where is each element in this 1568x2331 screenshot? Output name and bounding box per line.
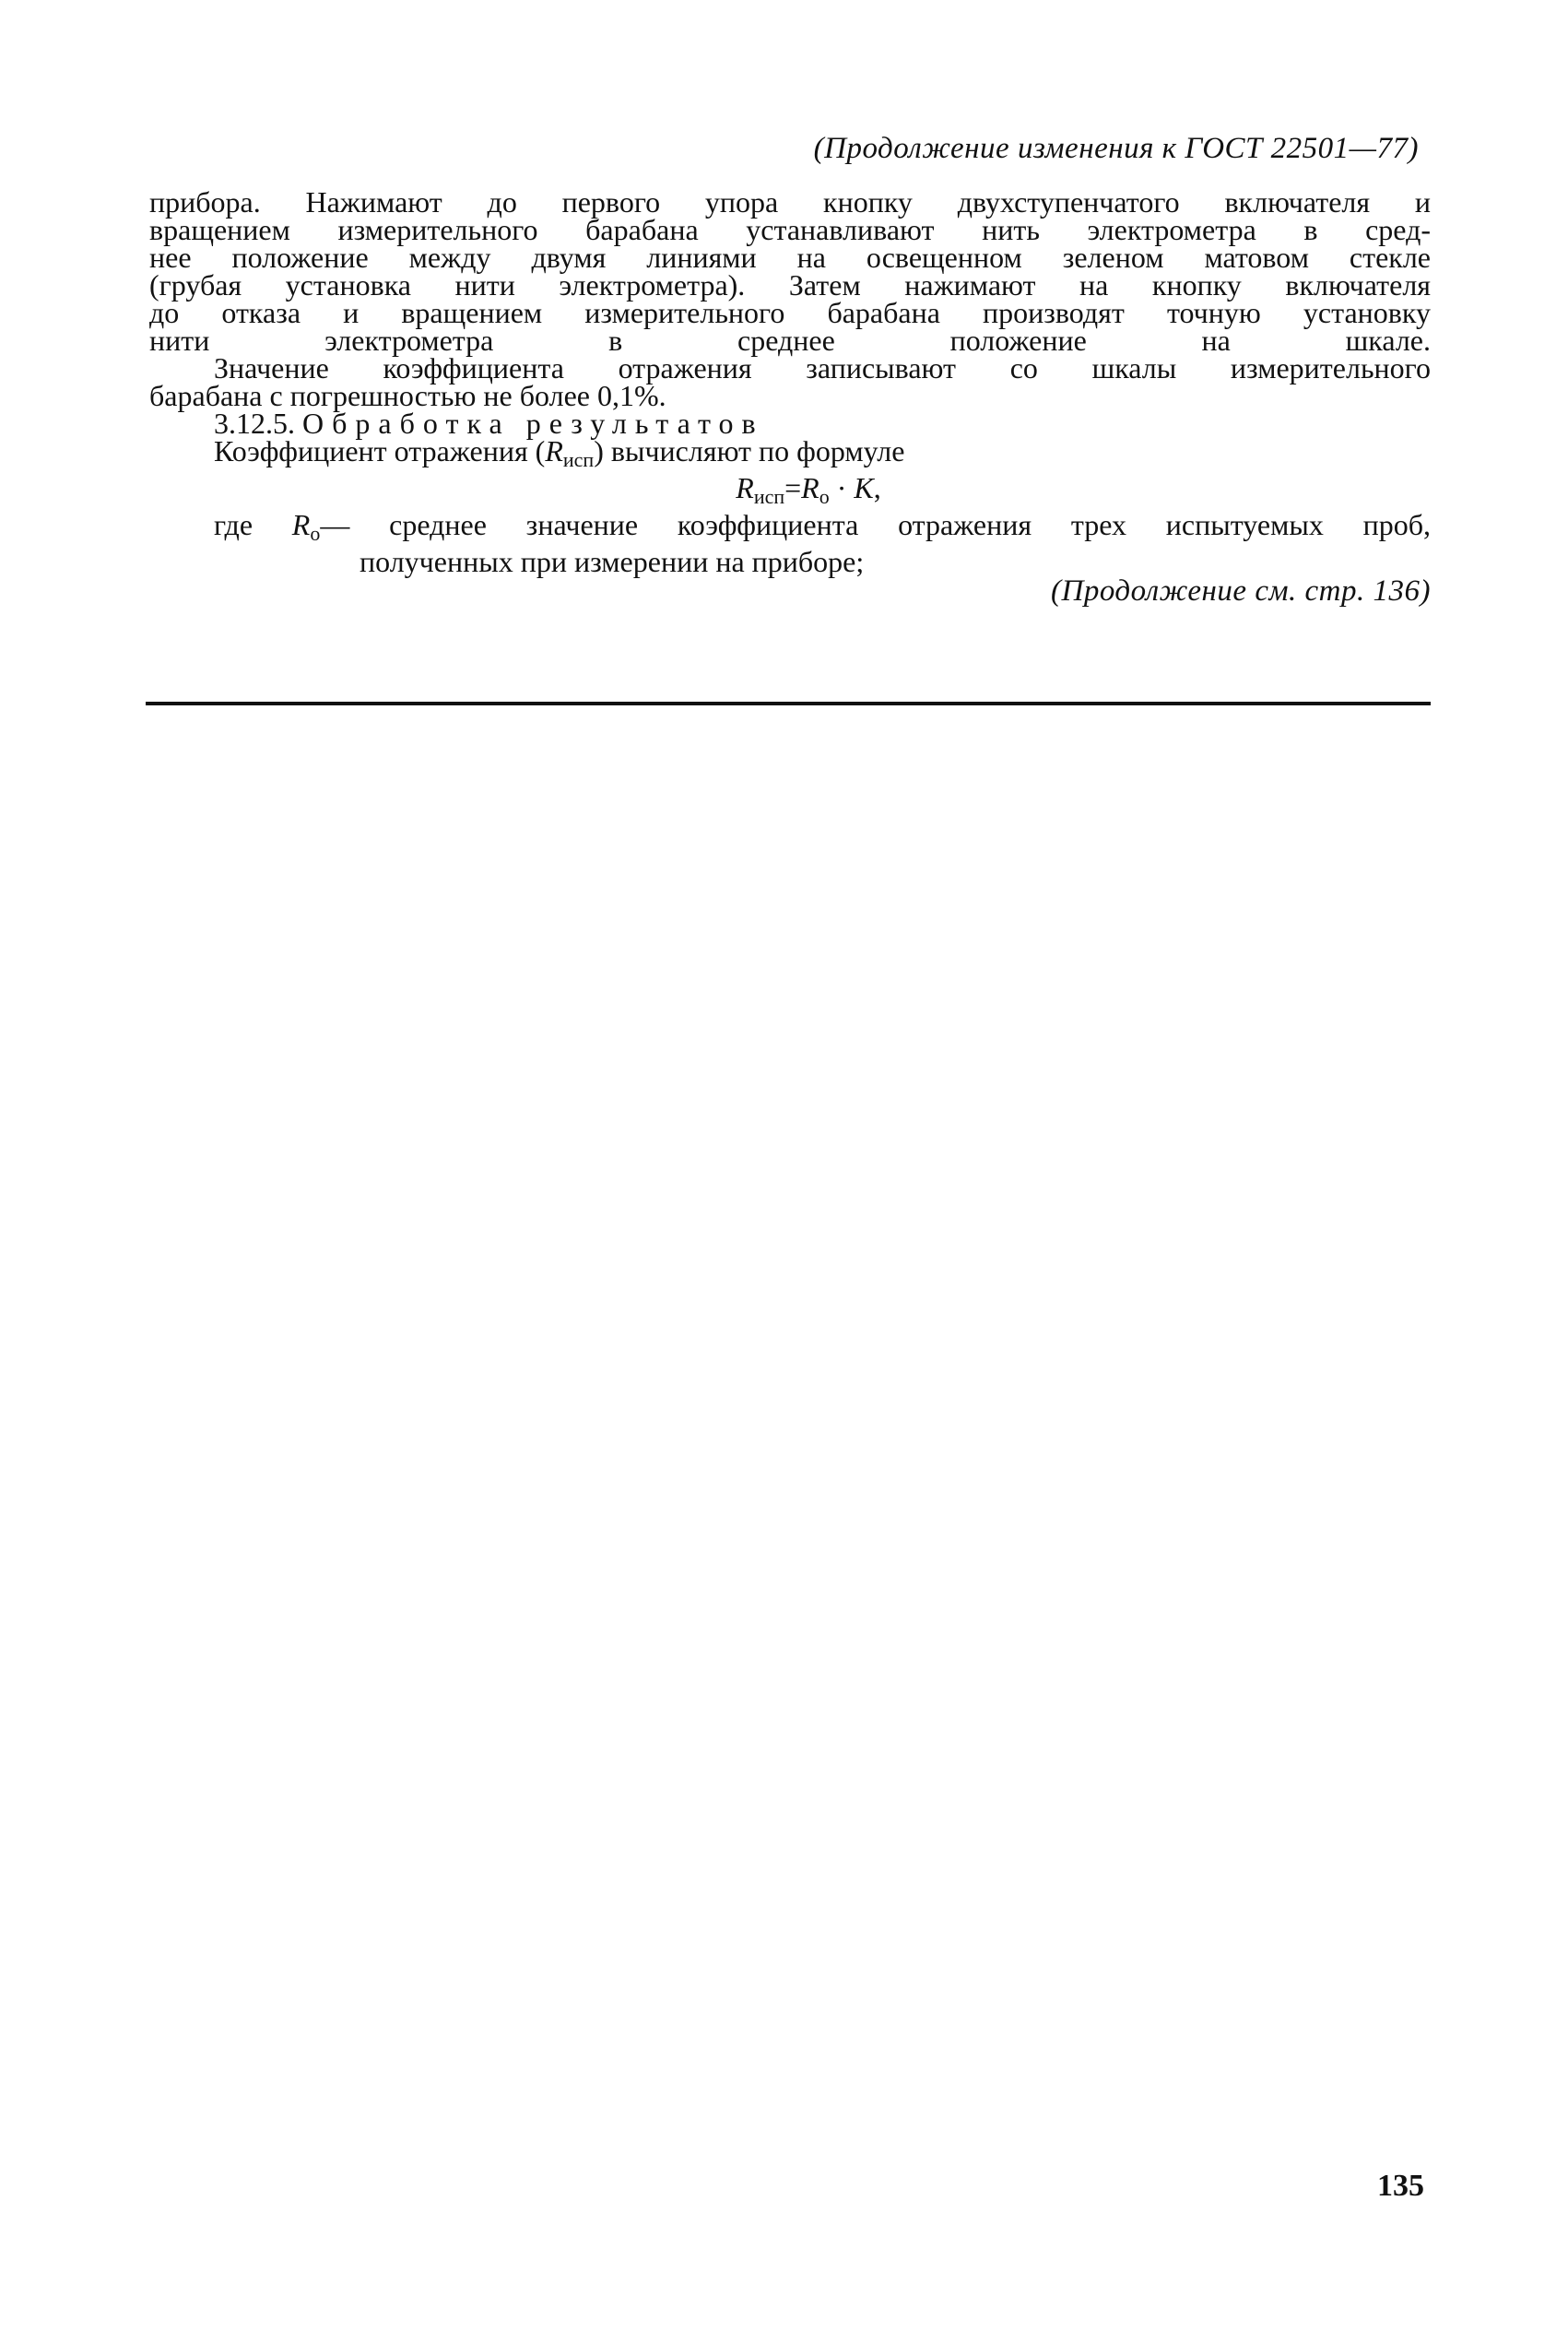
section-heading xyxy=(149,407,1431,440)
formula-legend xyxy=(149,508,1432,578)
formula-rhs-symbol: R xyxy=(801,471,819,504)
formula-intro-after: ) вычисляют по формуле xyxy=(594,434,905,467)
text-line: нее положение между двумя линиями на освещенном зеленом матовом стекле xyxy=(149,241,1431,274)
document-body xyxy=(149,185,1432,608)
formula-equals: = xyxy=(784,471,802,504)
paragraph-recording xyxy=(149,351,1431,412)
section-title: Обработка результатов xyxy=(302,407,764,440)
formula-intro-subscript: исп xyxy=(562,448,595,471)
text-line: барабана с погрешностью не более 0,1%. xyxy=(149,379,666,412)
formula-factor: K xyxy=(854,471,874,504)
formula-intro xyxy=(149,434,1431,474)
horizontal-rule xyxy=(146,702,1431,705)
document-header: (Продолжение изменения к ГОСТ 22501—77) xyxy=(813,132,1419,165)
paragraph-procedure xyxy=(149,185,1431,357)
text-line: до отказа и вращением измерительного барабана производят точную установку xyxy=(149,296,1431,329)
formula-intro-before: Коэффициент отражения ( xyxy=(214,434,546,467)
text-line: Значение коэффициента отражения записывают со шкалы измерительного xyxy=(214,351,1431,385)
formula-end: , xyxy=(873,471,881,504)
formula xyxy=(149,471,1431,511)
text-line: нити электрометра в среднее положение на шкале. xyxy=(149,324,1431,357)
legend-line-2: полученных при измерении на приборе; xyxy=(360,545,865,578)
formula-operator: · xyxy=(829,471,855,504)
formula-rhs-subscript: о xyxy=(819,485,830,508)
formula-lhs-symbol: R xyxy=(736,471,754,504)
legend-prefix: где xyxy=(214,508,292,541)
text-line: (грубая установка нити электрометра). Затем нажимают на кнопку включателя xyxy=(149,268,1431,302)
continuation-note: (Продолжение см. стр. 136) xyxy=(1051,574,1431,608)
text-line: вращением измерительного барабана устанавливают нить электрометра в сред- xyxy=(149,213,1431,246)
text-line: прибора. Нажимают до первого упора кнопку двухступенчатого включателя и xyxy=(149,185,1431,219)
legend-symbol: R xyxy=(291,508,311,541)
legend-description: — среднее значение коэффициента отражения трех испытуемых проб, xyxy=(320,508,1432,541)
formula-lhs-subscript: исп xyxy=(753,485,785,508)
legend-line-1 xyxy=(149,508,1432,548)
section-number: 3.12.5. xyxy=(214,407,295,440)
formula-intro-symbol: R xyxy=(545,434,563,467)
page-number: 135 xyxy=(1377,2169,1424,2203)
legend-subscript: о xyxy=(310,522,321,545)
